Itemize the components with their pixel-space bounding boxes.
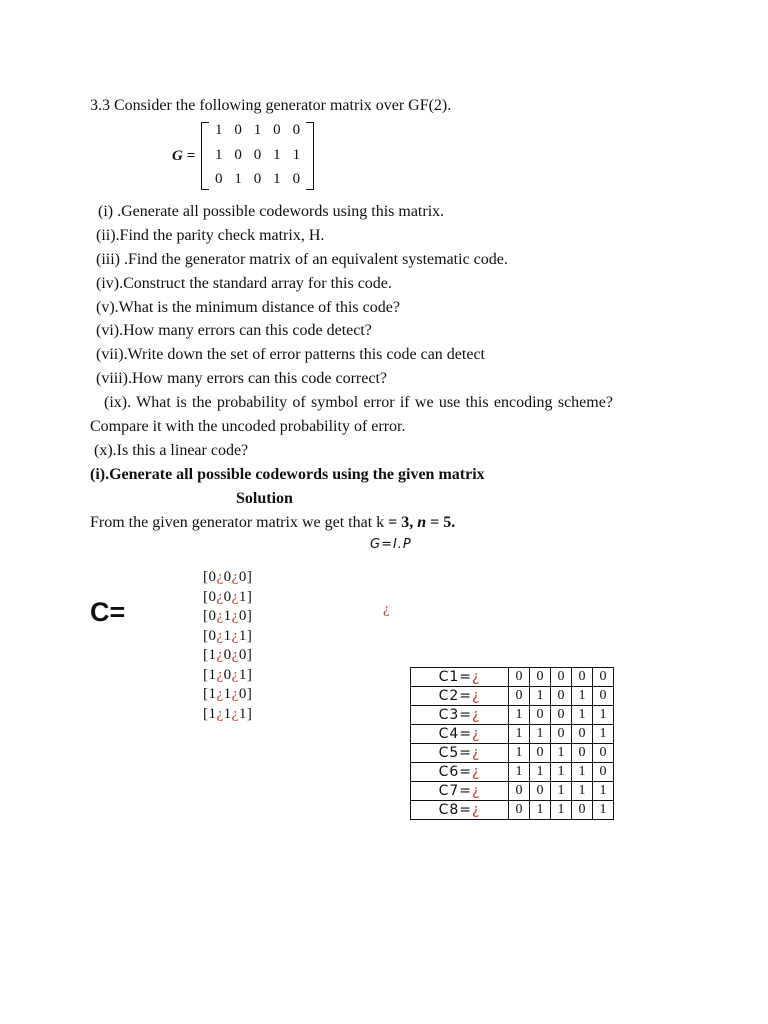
formula: G=I.P — [370, 537, 412, 552]
codeword-label: C8=¿ — [411, 801, 509, 820]
codeword-label: C4=¿ — [411, 725, 509, 744]
matrix-row — [209, 122, 306, 139]
table-row — [411, 763, 614, 782]
codeword-label: C3=¿ — [411, 706, 509, 725]
table-cell: 0 — [530, 782, 551, 801]
question-vii: (vii).Write down the set of error patterns this code can detect — [96, 346, 485, 363]
matrix-cell: 0 — [253, 171, 262, 187]
question-v: (v).What is the minimum distance of this code? — [96, 299, 400, 316]
table-cell: 0 — [530, 668, 551, 687]
table-cell: 1 — [509, 744, 530, 763]
given-statement — [90, 513, 455, 533]
codeword-label: C2=¿ — [411, 687, 509, 706]
table-cell: 0 — [509, 782, 530, 801]
table-row — [411, 744, 614, 763]
table-cell: 0 — [593, 687, 614, 706]
matrix-cell: 1 — [273, 171, 281, 187]
matrix-cell: 0 — [292, 122, 301, 138]
matrix-cell: 1 — [214, 147, 223, 163]
given-n-var: n — [417, 514, 427, 531]
codeword-label: C1=¿ — [411, 668, 509, 687]
codeword-table — [410, 667, 614, 820]
table-cell: 0 — [551, 725, 572, 744]
codeword-label: C7=¿ — [411, 782, 509, 801]
table-row — [411, 687, 614, 706]
table-row — [411, 668, 614, 687]
matrix-cell: 1 — [234, 171, 242, 187]
table-row — [411, 782, 614, 801]
matrix-cell: 0 — [253, 147, 262, 163]
question-vi: (vi).How many errors can this code detect? — [96, 322, 372, 339]
matrix-cell: 1 — [292, 147, 301, 163]
table-cell: 0 — [572, 725, 593, 744]
table-cell: 0 — [593, 744, 614, 763]
table-cell: 1 — [572, 782, 593, 801]
table-cell: 0 — [551, 668, 572, 687]
matrix-cell: 1 — [273, 147, 281, 163]
question-iii: (iii) .Find the generator matrix of an equivalent systematic code. — [96, 251, 508, 268]
part-i-heading: (i).Generate all possible codewords using the given matrix — [90, 466, 485, 483]
table-cell: 1 — [593, 725, 614, 744]
table-row — [411, 706, 614, 725]
c-label: C= — [90, 597, 126, 627]
table-cell: 0 — [509, 668, 530, 687]
table-cell: 0 — [572, 744, 593, 763]
table-cell: 1 — [530, 801, 551, 820]
table-cell: 0 — [593, 668, 614, 687]
codeword-vector: [0¿0¿0] — [203, 569, 253, 585]
codeword-vector: [0¿1¿1] — [203, 627, 253, 644]
table-cell: 1 — [593, 706, 614, 725]
table-cell: 0 — [509, 801, 530, 820]
table-cell: 0 — [530, 744, 551, 763]
matrix-left-bracket — [201, 122, 209, 190]
question-i: (i) .Generate all possible codewords using this matrix. — [98, 203, 445, 220]
given-n-val: = 5. — [426, 514, 456, 531]
table-cell: 1 — [509, 763, 530, 782]
codeword-vector-list — [203, 568, 252, 724]
matrix-cell: 1 — [214, 122, 223, 138]
matrix-cell: 0 — [292, 171, 301, 187]
table-cell: 0 — [572, 801, 593, 820]
table-cell: 0 — [572, 668, 593, 687]
table-cell: 1 — [551, 763, 572, 782]
table-cell: 1 — [509, 725, 530, 744]
question-ix-continued: Compare it with the uncoded probability of error. — [90, 418, 406, 435]
matrix-right-bracket — [306, 122, 314, 190]
question-viii: (viii).How many errors can this code correct? — [96, 370, 387, 387]
table-cell: 1 — [530, 725, 551, 744]
matrix-cell: 1 — [253, 122, 262, 138]
matrix-row — [209, 171, 306, 188]
table-cell: 0 — [509, 687, 530, 706]
matrix-label: G = — [172, 148, 196, 164]
table-cell: 1 — [551, 782, 572, 801]
codeword-vector: [1¿1¿0] — [203, 686, 253, 702]
question-ix: (ix). What is the probability of symbol error if we use this encoding scheme? — [104, 394, 613, 411]
problem-heading: 3.3 Consider the following generator matrix over GF(2). — [90, 97, 452, 114]
stray-glyph: ¿ — [383, 601, 390, 617]
table-cell: 0 — [593, 763, 614, 782]
codeword-vector: [0¿1¿0] — [203, 608, 253, 624]
codeword-vector: [0¿0¿1] — [203, 588, 253, 605]
table-cell: 1 — [530, 763, 551, 782]
table-cell: 1 — [572, 763, 593, 782]
given-prefix: From the given generator matrix we get that k — [90, 514, 385, 531]
question-iv: (iv).Construct the standard array for this code. — [96, 275, 392, 292]
matrix-cell: 0 — [214, 171, 223, 187]
table-cell: 1 — [572, 706, 593, 725]
given-k: = 3, — [384, 514, 418, 531]
table-cell: 1 — [530, 687, 551, 706]
codeword-vector: [1¿0¿1] — [203, 666, 253, 683]
table-cell: 0 — [551, 687, 572, 706]
codeword-label: C5=¿ — [411, 744, 509, 763]
codeword-label: C6=¿ — [411, 763, 509, 782]
table-cell: 1 — [551, 801, 572, 820]
table-cell: 0 — [551, 706, 572, 725]
table-cell: 1 — [572, 687, 593, 706]
codeword-vector: [1¿1¿1] — [203, 705, 253, 722]
table-cell: 0 — [530, 706, 551, 725]
question-x: (x).Is this a linear code? — [94, 442, 249, 459]
matrix-cell: 0 — [234, 147, 242, 163]
matrix-cell: 0 — [273, 122, 281, 138]
table-cell: 1 — [593, 782, 614, 801]
table-row — [411, 725, 614, 744]
generator-matrix — [201, 120, 314, 192]
table-cell: 1 — [551, 744, 572, 763]
table-row — [411, 801, 614, 820]
table-cell: 1 — [593, 801, 614, 820]
matrix-cell: 0 — [234, 122, 242, 138]
solution-label: Solution — [236, 490, 293, 507]
matrix-row — [209, 147, 306, 164]
question-ii: (ii).Find the parity check matrix, H. — [96, 227, 325, 244]
codeword-vector: [1¿0¿0] — [203, 647, 253, 663]
table-cell: 1 — [509, 706, 530, 725]
